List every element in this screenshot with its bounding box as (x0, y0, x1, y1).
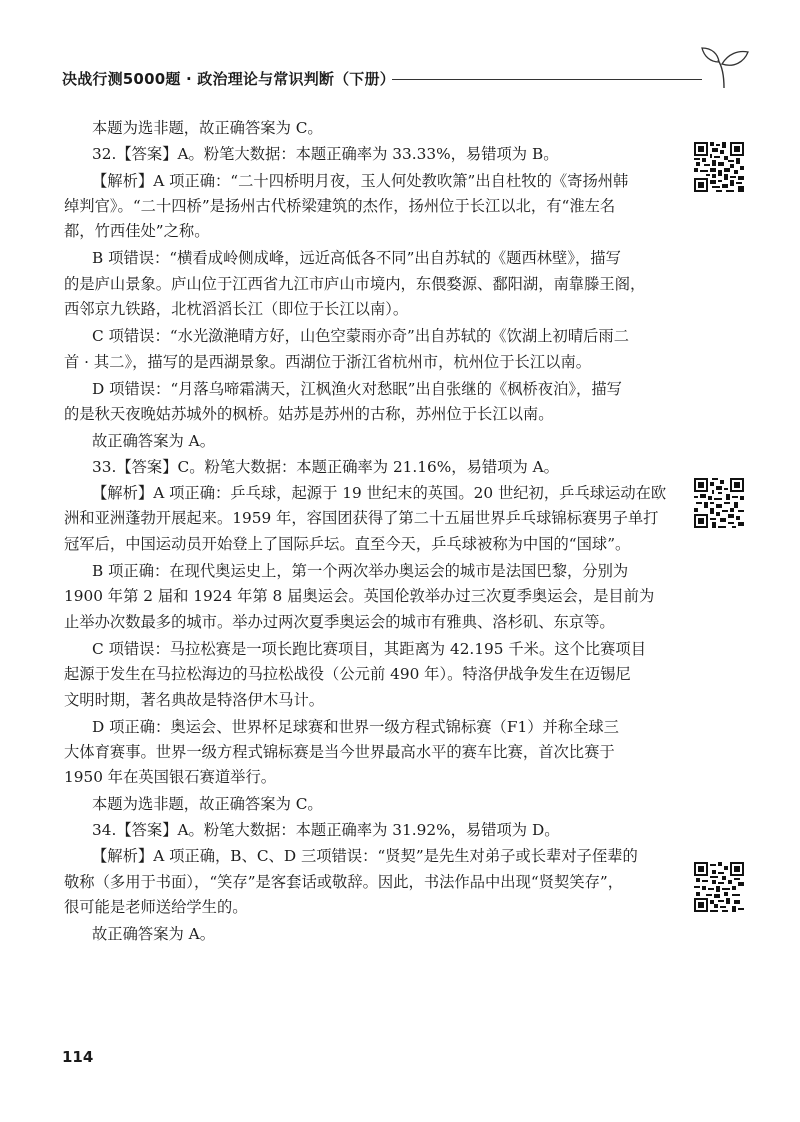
text-line: C 项错误：马拉松赛是一项长跑比赛项目，其距离为 42.195 千米。这个比赛项目 (92, 639, 647, 658)
text-line: 首 · 其二》，描写的是西湖景象。西湖位于浙江省杭州市，杭州位于长江以南。 (64, 352, 592, 371)
paragraph (64, 715, 672, 791)
text-line: 起源于发生在马拉松海边的马拉松战役（公元前 490 年）。特洛伊战争发生在迈锡尼 (64, 665, 631, 684)
page-number: 114 (62, 1048, 94, 1066)
qr-code-icon[interactable] (694, 478, 744, 528)
text-line: B 项正确：在现代奥运史上，第一个两次举办奥运会的城市是法国巴黎，分别为 (92, 562, 629, 581)
text-line: 冠军后，中国运动员开始登上了国际乒坛。直至今天，乒乓球被称为中国的“国球”。 (64, 534, 631, 553)
qr-code-icon[interactable] (694, 142, 744, 192)
text-line: 1950 年在英国银石赛道举行。 (64, 768, 277, 787)
answer-explanations (64, 116, 672, 948)
text-line: 【解析】A 项正确：“二十四桥明月夜，玉人何处教吹箫”出自杜牧的《寄扬州韩 (92, 171, 629, 190)
text-line: 文明时期，著名典故是特洛伊木马计。 (64, 690, 325, 709)
header-rule (392, 79, 702, 80)
answer-line (92, 455, 672, 480)
text-line: 故正确答案为 A。 (92, 925, 215, 944)
text-line: C 项错误：“水光潋滟晴方好，山色空蒙雨亦奇”出自苏轼的《饮湖上初晴后雨二 (92, 327, 630, 346)
paragraph (92, 116, 672, 141)
paragraph (64, 559, 672, 635)
text-line: D 项错误：“月落乌啼霜满天，江枫渔火对愁眠”出自张继的《枫桥夜泊》，描写 (92, 379, 622, 398)
running-header (62, 62, 762, 98)
text-line: 洲和亚洲蓬勃开展起来。1959 年，容国团获得了第二十五届世界乒乓球锦标赛男子单打 (64, 509, 659, 528)
book-title: 决战行测5000题 · 政治理论与常识判断（下册） (62, 70, 395, 88)
qr-code-icon[interactable] (694, 862, 744, 912)
text-line: 【解析】A 项正确，B、C、D 三项错误：“贤契”是先生对弟子或长辈对子侄辈的 (92, 847, 638, 866)
text-line: 本题为选非题，故正确答案为 C。 (92, 794, 323, 813)
text-line: 的是秋天夜晚姑苏城外的枫桥。姑苏是苏州的古称，苏州位于长江以南。 (64, 405, 554, 424)
text-line: 都，竹西佳处”之称。 (64, 222, 210, 241)
paragraph (64, 246, 672, 322)
text-line: 西邻京九铁路，北枕滔滔长江（即位于长江以南）。 (64, 300, 409, 319)
text-line: 34.【答案】A。粉笔大数据：本题正确率为 31.92%，易错项为 D。 (92, 821, 560, 840)
text-line: 止举办次数最多的城市。举办过两次夏季奥运会的城市有雅典、洛杉矶、东京等。 (64, 612, 615, 631)
text-line: 本题为选非题，故正确答案为 C。 (92, 119, 323, 137)
text-line: 的是庐山景象。庐山位于江西省九江市庐山市境内，东偎婺源、鄱阳湖，南靠滕王阁， (64, 274, 646, 293)
paragraph (92, 922, 672, 947)
text-line: 1900 年第 2 届和 1924 年第 8 届奥运会。英国伦敦举办过三次夏季奥运会，是目前为 (64, 587, 655, 606)
text-line: 故正确答案为 A。 (92, 431, 215, 450)
answer-line (92, 818, 672, 843)
sprout-icon (698, 44, 752, 90)
paragraph (64, 481, 672, 557)
answer-line (92, 142, 672, 167)
text-line: 绰判官》。“二十四桥”是扬州古代桥梁建筑的杰作，扬州位于长江以北，有“淮左名 (64, 196, 616, 215)
text-line: 敬称（多用于书面），“笑存”是客套话或敬辞。因此，书法作品中出现“贤契笑存”， (64, 872, 624, 891)
text-line: 很可能是老师送给学生的。 (64, 897, 248, 916)
paragraph (64, 844, 672, 920)
paragraph (92, 792, 672, 817)
paragraph (64, 637, 672, 713)
text-line: D 项正确：奥运会、世界杯足球赛和世界一级方程式锦标赛（F1）并称全球三 (92, 717, 619, 736)
text-line: 33.【答案】C。粉笔大数据：本题正确率为 21.16%，易错项为 A。 (92, 457, 559, 476)
paragraph (92, 429, 672, 454)
text-line: B 项错误：“横看成岭侧成峰，远近高低各不同”出自苏轼的《题西林壁》，描写 (92, 249, 621, 268)
paragraph (64, 169, 672, 245)
paragraph (64, 324, 672, 375)
text-line: 32.【答案】A。粉笔大数据：本题正确率为 33.33%，易错项为 B。 (92, 145, 559, 164)
text-line: 大体育赛事。世界一级方程式锦标赛是当今世界最高水平的赛车比赛，首次比赛于 (64, 743, 615, 762)
paragraph (64, 377, 672, 428)
text-line: 【解析】A 项正确：乒乓球，起源于 19 世纪末的英国。20 世纪初，乒乓球运动在欧 (92, 484, 667, 503)
